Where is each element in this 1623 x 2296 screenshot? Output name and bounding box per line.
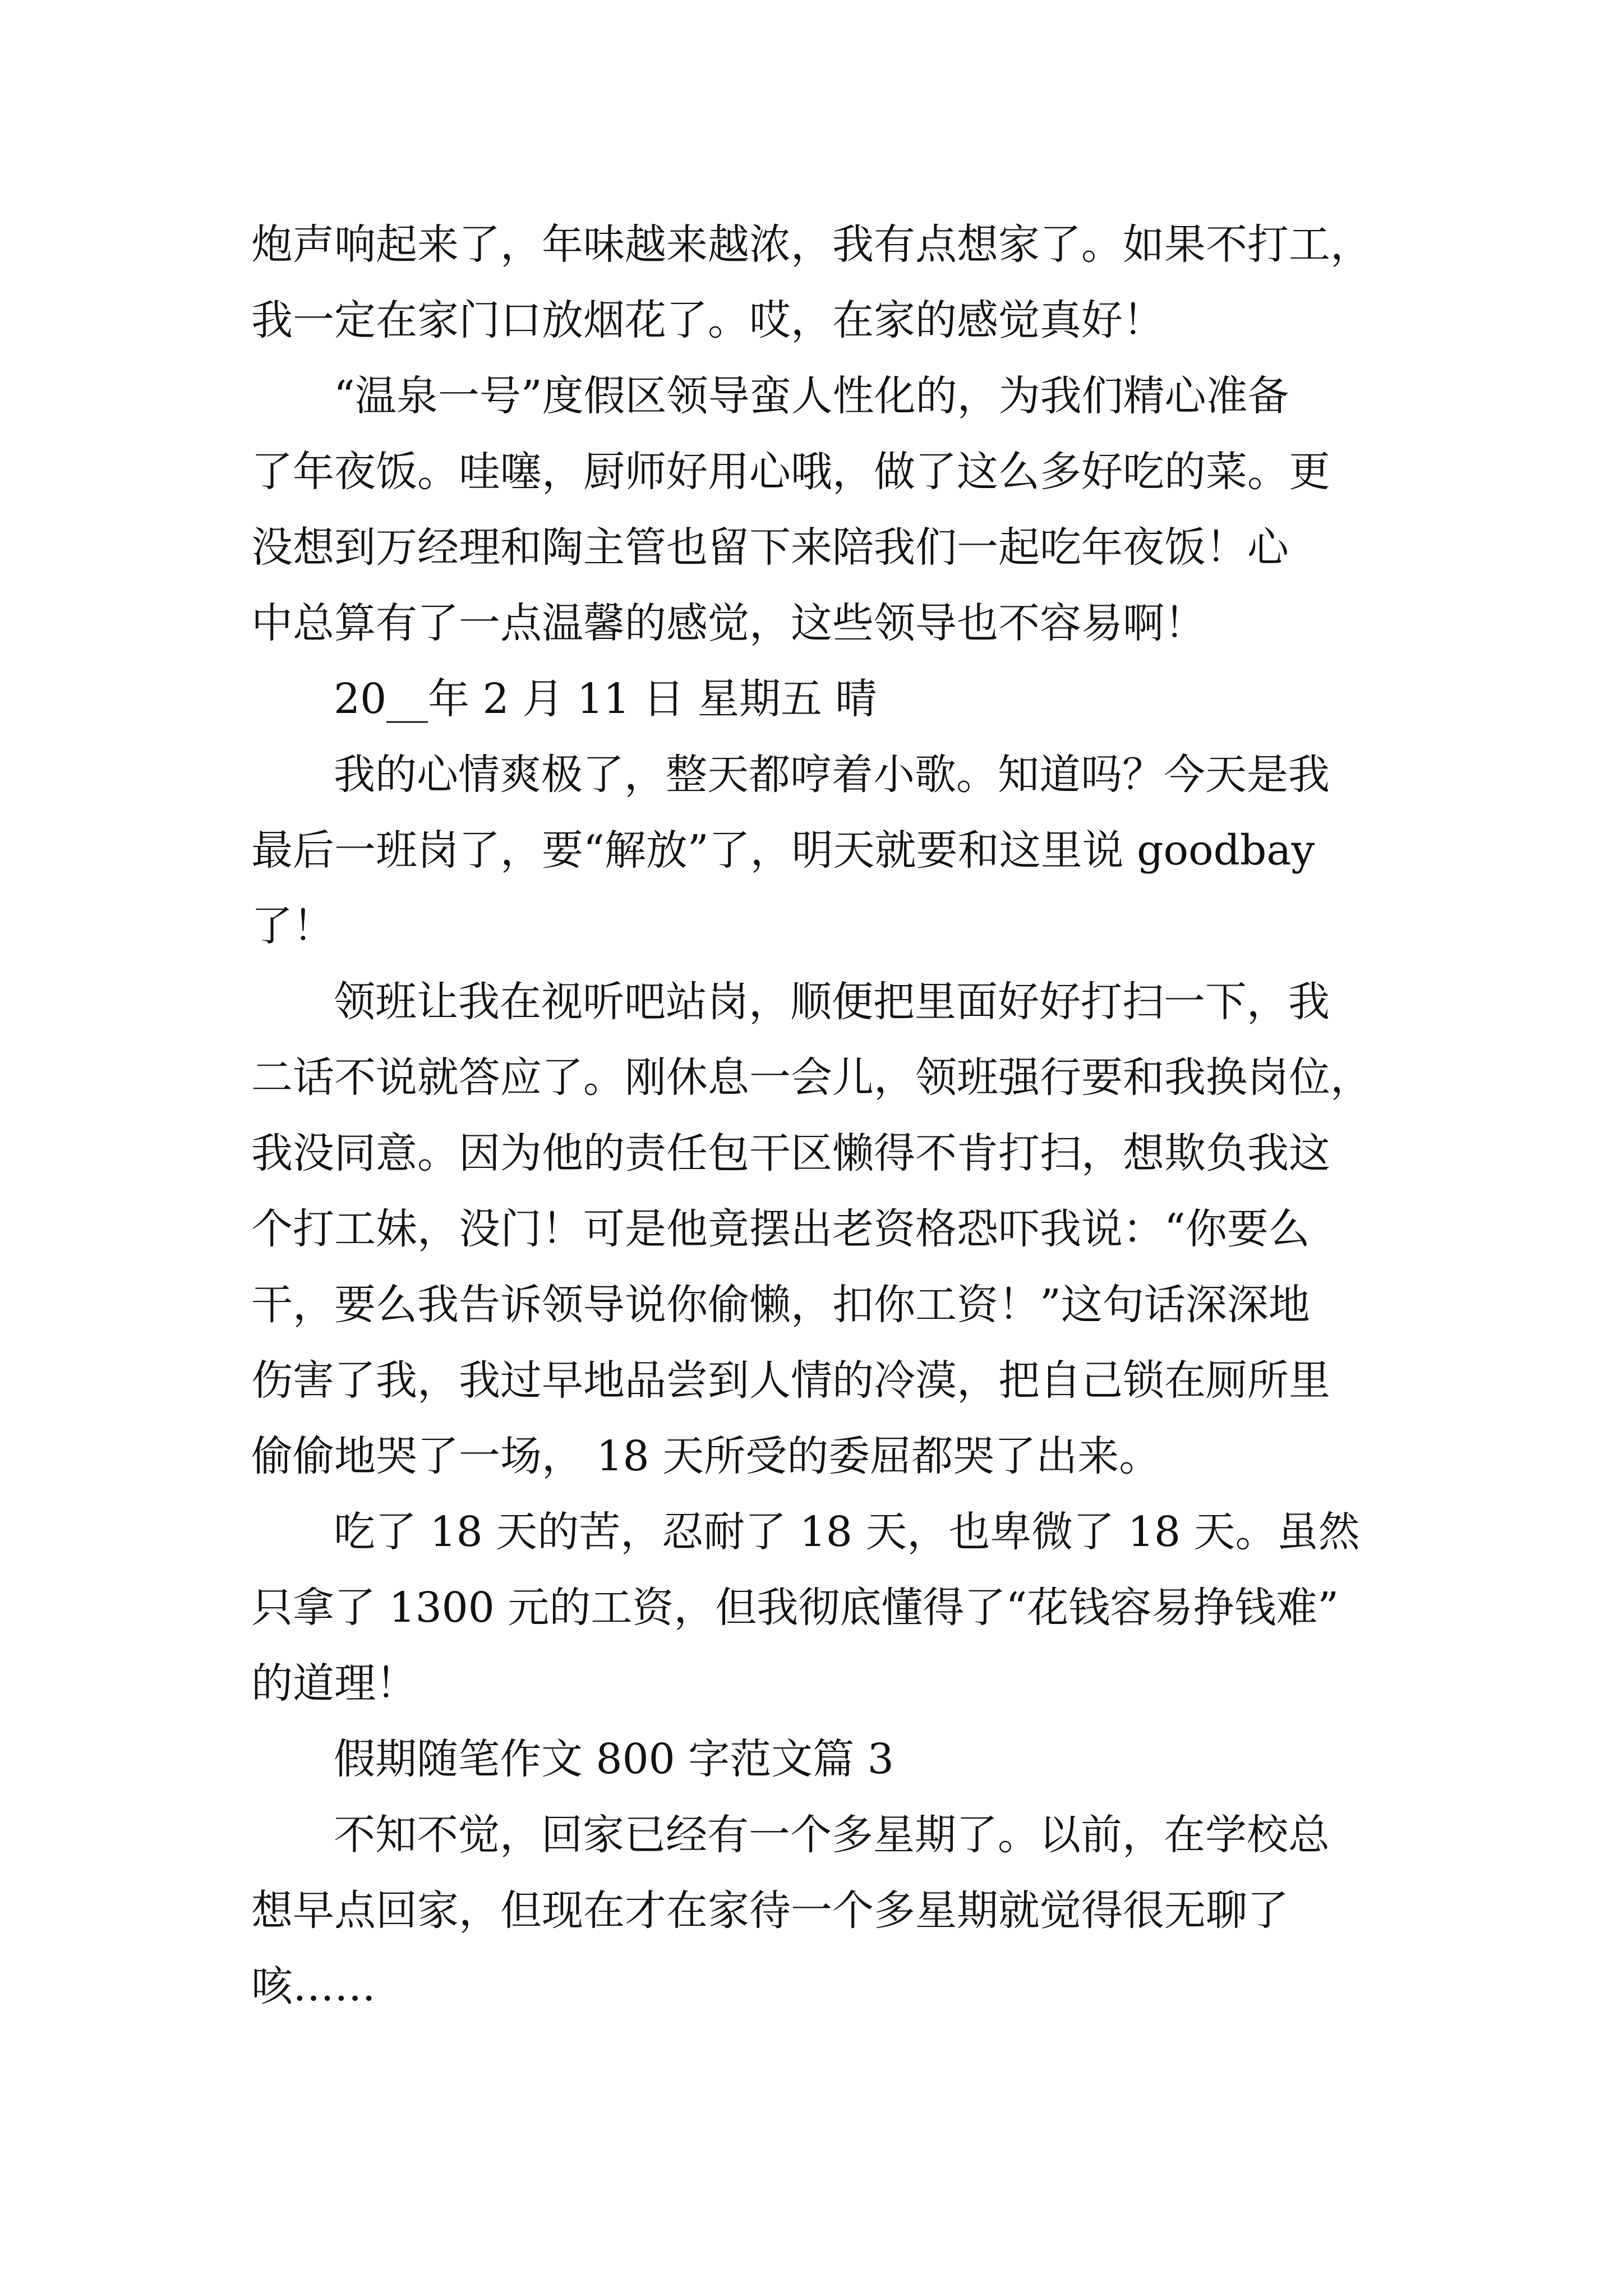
text-line: 的道理！ (251, 1659, 417, 1708)
text-line: 想早点回家，但现在才在家待一个多星期就觉得很无聊了 (251, 1887, 1289, 1935)
text-line: 没想到万经理和陶主管也留下来陪我们一起吃年夜饭！心 (251, 523, 1289, 572)
text-line: 我一定在家门口放烟花了。哎，在家的感觉真好！ (251, 296, 1164, 344)
text-line: 干，要么我告诉领导说你偷懒，扣你工资！”这句话深深地 (251, 1281, 1310, 1329)
text-line: 炮声响起来了，年味越来越浓，我有点想家了。如果不打工， (251, 220, 1372, 269)
date-line: 20__年 2 月 11 日 星期五 晴 (334, 675, 877, 723)
text-line: 咳…… (251, 1962, 376, 2010)
text-line: 不知不觉，回家已经有一个多星期了。以前，在学校总 (334, 1811, 1330, 1859)
text-line: 我没同意。因为他的责任包干区懒得不肯打扫，想欺负我这 (251, 1129, 1330, 1177)
text-line: 了！ (251, 902, 334, 950)
section-heading: 假期随笔作文 800 字范文篇 3 (334, 1735, 894, 1783)
text-line: 二话不说就答应了。刚休息一会儿，领班强行要和我换岗位， (251, 1053, 1372, 1102)
text-line: 最后一班岗了，要“解放”了，明天就要和这里说 goodbay (251, 826, 1315, 875)
text-line: 中总算有了一点温馨的感觉，这些领导也不容易啊！ (251, 599, 1206, 647)
text-line: 伤害了我，我过早地品尝到人情的冷漠，把自己锁在厕所里 (251, 1356, 1330, 1405)
text-line: 了年夜饭。哇噻，厨师好用心哦，做了这么多好吃的菜。更 (251, 448, 1330, 496)
text-line: 只拿了 1300 元的工资，但我彻底懂得了“花钱容易挣钱难” (251, 1584, 1339, 1632)
text-line: 个打工妹，没门！可是他竟摆出老资格恐吓我说：“你要么 (251, 1205, 1310, 1253)
text-line: 吃了 18 天的苦，忍耐了 18 天，也卑微了 18 天。虽然 (334, 1508, 1360, 1556)
text-line: 偷偷地哭了一场， 18 天所受的委屈都哭了出来。 (251, 1432, 1161, 1480)
text-line: “温泉一号”度假区领导蛮人性化的，为我们精心准备 (334, 372, 1289, 420)
text-line: 领班让我在视听吧站岗，顺便把里面好好打扫一下，我 (334, 978, 1330, 1026)
text-line: 我的心情爽极了，整天都哼着小歌。知道吗？今天是我 (334, 751, 1330, 799)
